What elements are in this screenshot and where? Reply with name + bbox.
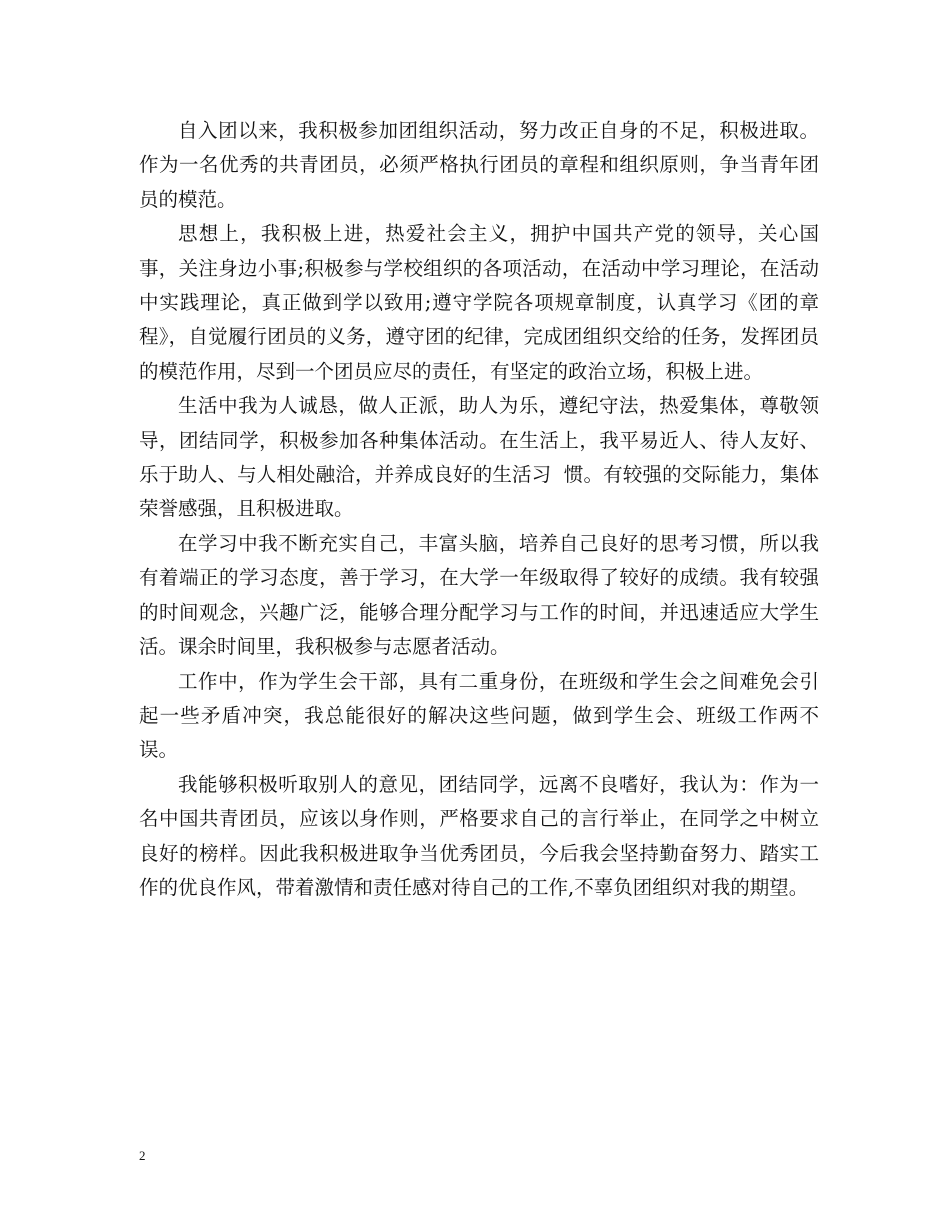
paragraph-4: 在学习中我不断充实自己，丰富头脑，培养自己良好的思考习惯，所以我有着端正的学习态度，善于学习，在大学一年级取得了较好的成绩。我有较强的时间观念，兴趣广泛，能够合理分配学习与工作的时间，并迅速适应大学生活。课余时间里，我积极参与志愿者活动。 — [139, 531, 819, 659]
paragraph-2: 思想上，我积极上进，热爱社会主义，拥护中国共产党的领导，关心国事，关注身边小事;积极参与学校组织的各项活动，在活动中学习理论，在活动中实践理论，真正做到学以致用;遵守学院各项规章制度，认真学习《团的章程》，自觉履行团员的义务，遵守团的纪律，完成团组织交给的任务，发挥团员的模范作用，尽到一个团员应尽的责任，有坚定的政治立场，积极上进。 — [139, 222, 819, 383]
paragraph-1: 自入团以来，我积极参加团组织活动，努力改正自身的不足，积极进取。作为一名优秀的共青团员，必须严格执行团员的章程和组织原则，争当青年团员的模范。 — [139, 119, 819, 211]
paragraph-3: 生活中我为人诚恳，做人正派，助人为乐，遵纪守法，热爱集体，尊敬领导，团结同学，积极参加各种集体活动。在生活上，我平易近人、待人友好、乐于助人、与人相处融洽，并养成良好的生活习 惯。有较强的交际能力，集体荣誉感强，且积极进取。 — [139, 394, 819, 521]
paragraph-5: 工作中，作为学生会干部，具有二重身份，在班级和学生会之间难免会引起一些矛盾冲突，我总能很好的解决这些问题，做到学生会、班级工作两不误。 — [139, 669, 819, 762]
page-number: 2 — [139, 1148, 146, 1163]
document-body — [139, 114, 819, 905]
paragraph-6: 我能够积极听取别人的意见，团结同学，远离不良嗜好，我认为：作为一名中国共青团员，应该以身作则，严格要求自己的言行举止，在同学之中树立良好的榜样。因此我积极进取争当优秀团员，今后我会坚持勤奋努力、踏实工作的优良作风，带着激情和责任感对待自己的工作,不辜负团组织对我的期望。 — [139, 772, 819, 899]
